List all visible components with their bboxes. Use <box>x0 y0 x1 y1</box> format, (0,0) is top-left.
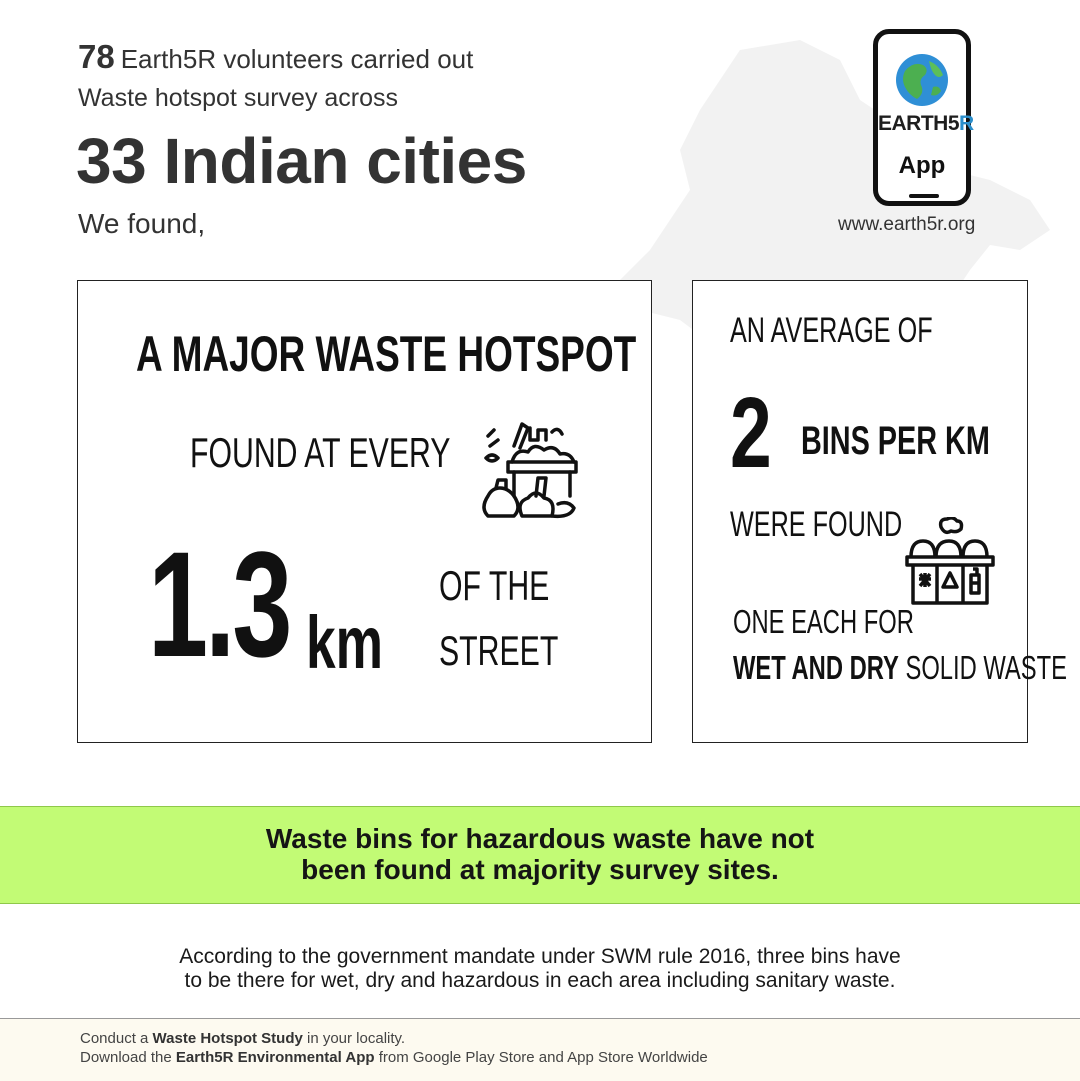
we-found-text: We found, <box>78 208 206 239</box>
bins-per-km-text: BINS PER KM <box>801 419 990 463</box>
hotspot-title: A MAJOR WASTE HOTSPOT <box>136 326 637 382</box>
app-label: App <box>898 152 946 179</box>
hazardous-bins-callout <box>0 806 1080 904</box>
one-each-for-text: ONE EACH FOR <box>733 603 914 640</box>
callout-line-1: Waste bins for hazardous waste have not <box>265 823 815 854</box>
of-the-text: OF THE <box>439 562 550 609</box>
swm-mandate-text: According to the government mandate under SWM rule 2016, three bins have to be there for wet, dry and hazardous in each area including sanitary waste. <box>179 945 901 992</box>
earth5r-app-logo <box>873 29 974 206</box>
garbage-pile-icon <box>478 418 588 523</box>
website-link[interactable]: www.earth5r.org <box>838 214 976 235</box>
were-found-text: WERE FOUND <box>730 505 903 544</box>
footer <box>0 1018 1080 1081</box>
distance-unit: km <box>306 601 384 684</box>
average-of-text: AN AVERAGE OF <box>730 311 933 350</box>
intro-line-1 <box>78 38 473 76</box>
volunteer-count: 78 <box>78 38 115 75</box>
waste-bins-icon <box>905 517 995 609</box>
intro-line-2: Waste hotspot survey across <box>78 84 399 112</box>
distance-value: 1.3 <box>148 520 290 688</box>
wet-dry-text: WET AND DRY SOLID WASTE <box>733 649 1067 686</box>
globe-icon <box>895 53 949 107</box>
brand-name: EARTH5R <box>878 112 974 135</box>
footer-line-1: Conduct a Waste Hotspot Study in your locality. <box>80 1030 406 1047</box>
intro-text-1: Earth5R volunteers carried out <box>120 44 474 74</box>
found-at-every-text: FOUND AT EVERY <box>190 429 451 476</box>
headline: 33 Indian cities <box>76 125 527 197</box>
bin-count: 2 <box>730 377 772 489</box>
callout-line-2: been found at majority survey sites. <box>301 854 779 885</box>
footer-line-2: Download the Earth5R Environmental App from Google Play Store and App Store Worldwide <box>80 1049 708 1066</box>
bins-card <box>692 280 1067 743</box>
hotspot-card <box>77 280 652 743</box>
phone-home-bar <box>909 194 939 198</box>
street-text: STREET <box>439 627 559 674</box>
